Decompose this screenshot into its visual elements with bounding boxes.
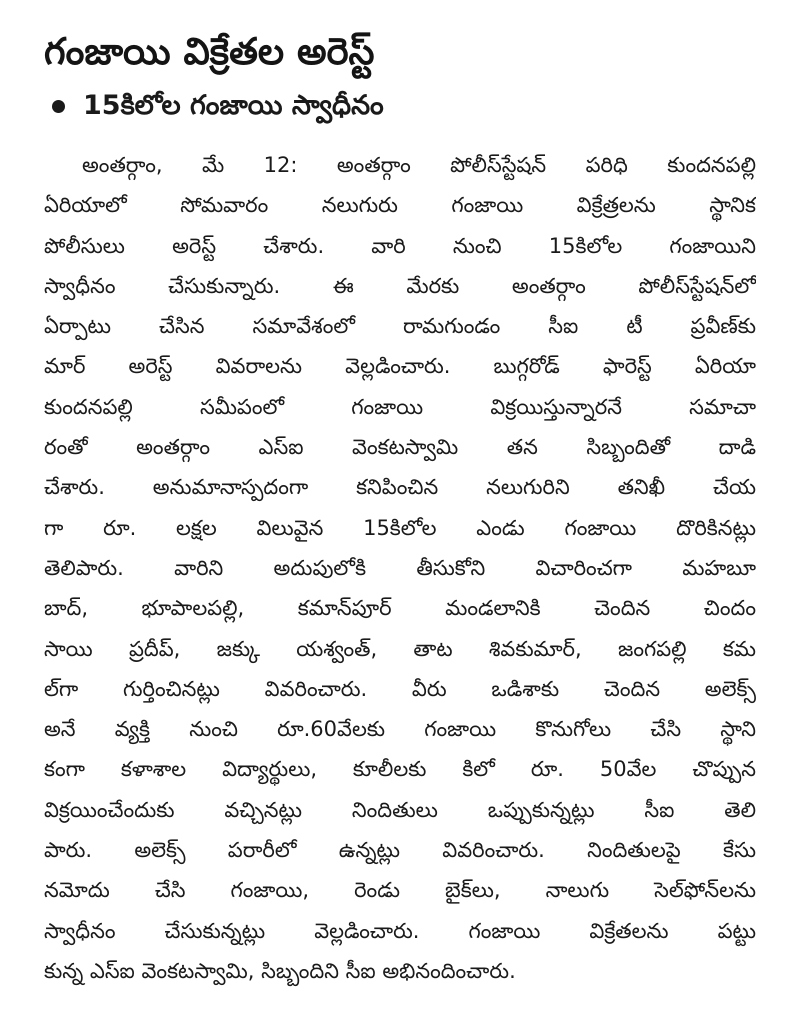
body-line: స్వాధీనం చేసుకున్నారు. ఈ మేరకు అంతర్గాం పోలీస్‌స్టేషన్‌లో: [44, 273, 756, 298]
body-line: తెలిపారు. వారిని అదుపులోకి తీసుకోని విచారించగా మహబూ: [44, 555, 756, 580]
body-line: ఏర్పాటు చేసిన సమావేశంలో రామగుండం సీఐ టీ ప్రవీణ్‌కు: [44, 314, 756, 339]
body-line: అనే వ్యక్తి నుంచి రూ.60వేలకు గంజాయి కొనుగోలు చేసి స్థాని: [44, 717, 756, 742]
subheadline-text: 15కిలోల గంజాయి స్వాధీనం: [83, 90, 384, 121]
body-line: గా రూ. లక్షల విలువైన 15కిలోల ఎండు గంజాయి దొరికినట్లు: [44, 515, 756, 540]
clipped-top-text: [40, 0, 240, 8]
body-line: కుందనపల్లి సమీపంలో గంజాయి విక్రయిస్తున్నారనే సమాచా: [44, 394, 756, 419]
body-line: బాద్, భూపాలపల్లి, కమాన్‌పూర్ మండలానికి చెందిన చిందం: [44, 596, 756, 621]
body-line: సాయి ప్రదీప్, జక్కు యశ్వంత్, తాట శివకుమార్, జంగపల్లి కమ: [44, 636, 756, 661]
body-line: పోలీసులు అరెస్ట్ చేశారు. వారి నుంచి 15కిలోల గంజాయిని: [44, 233, 756, 258]
body-line: కున్న ఎస్ఐ వెంకటస్వామి, సిబ్బందిని సీఐ అభినందించారు.: [44, 958, 516, 983]
article-headline: గంజాయి విక్రేతల అరెస్ట్: [44, 30, 375, 73]
body-line: ల్‌గా గుర్తించినట్లు వివరించారు. వీరు ఒడిశాకు చెందిన అలెక్స్: [44, 676, 756, 701]
bullet-icon: [52, 100, 65, 113]
body-line: విక్రయించేందుకు వచ్చినట్లు నిందితులు ఒప్పుకున్నట్లు సీఐ తెలి: [44, 797, 756, 822]
body-line: చేశారు. అనుమానాస్పదంగా కనిపించిన నలుగురిని తనిఖీ చేయ: [44, 475, 756, 500]
body-line: పారు. అలెక్స్ పరారీలో ఉన్నట్లు వివరించారు. నిందితులపై కేసు: [44, 838, 756, 863]
body-line: నమోదు చేసి గంజాయి, రెండు బైక్‌లు, నాలుగు సెల్‌ఫోన్‌లను: [44, 878, 756, 903]
article-subheadline: [52, 88, 384, 124]
body-line: కంగా కళాశాల విద్యార్థులు, కూలీలకు కిలో రూ. 50వేల చొప్పున: [44, 757, 756, 782]
body-line: మార్ అరెస్ట్ వివరాలను వెల్లడించారు. బుగ్గరోడ్ ఫారెస్ట్ ఏరియా: [44, 354, 756, 379]
body-line: స్వాధీనం చేసుకున్నట్లు వెల్లడించారు. గంజాయి విక్రేతలను పట్టు: [44, 918, 756, 943]
body-line: రంతో అంతర్గాం ఎస్ఐ వెంకటస్వామి తన సిబ్బందితో దాడి: [44, 435, 756, 460]
article-body: [44, 145, 756, 991]
body-line: అంతర్గాం, మే 12: అంతర్గాం పోలీస్‌స్టేషన్ పరిధి కుందనపల్లి: [82, 153, 756, 177]
body-line: ఏరియాలో సోమవారం నలుగురు గంజాయి విక్రేత్రలను స్థానిక: [44, 193, 756, 218]
